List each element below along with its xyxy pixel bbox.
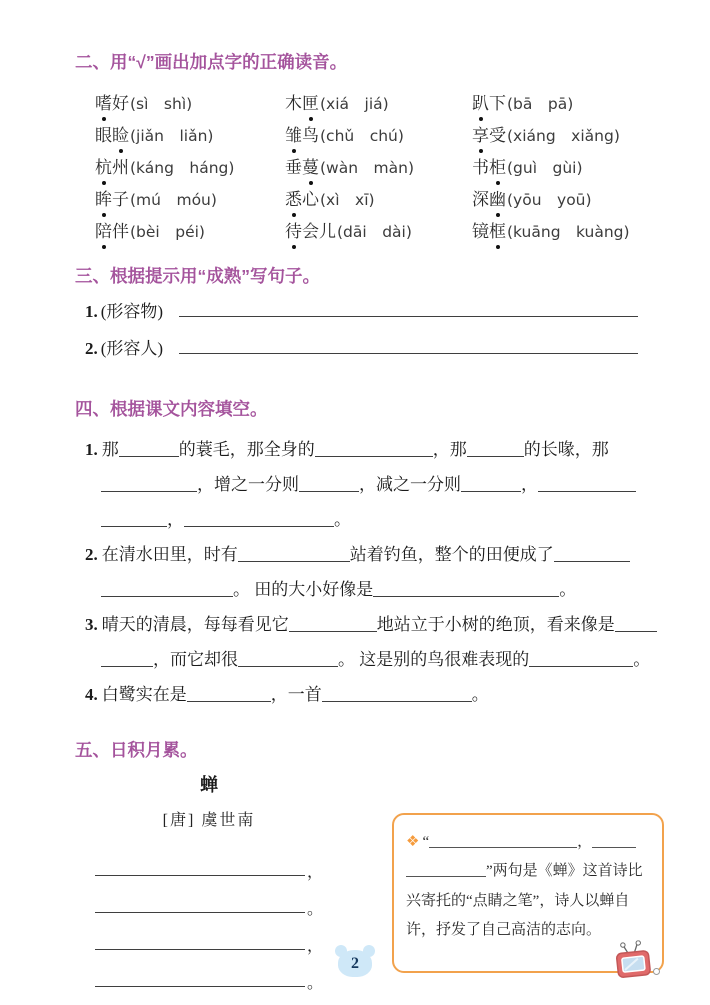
pinyin-item xyxy=(95,153,285,177)
dotted-word xyxy=(95,190,129,209)
pinyin-options: (guì gùi) xyxy=(507,159,583,177)
sentence-writing-row xyxy=(85,297,638,334)
word-char: 蔓 xyxy=(302,153,319,178)
blank-line xyxy=(95,859,305,876)
text-run: ，减之一分则 xyxy=(359,475,461,494)
page-number: 2 xyxy=(351,954,359,972)
text-run: ”两句是《蝉》这首诗比兴寄托的“点睛之笔”，诗人以蝉自许，抒发了自己高洁的志向。 xyxy=(406,863,643,938)
item-number: 1. xyxy=(85,440,98,459)
blank-line xyxy=(101,474,197,492)
dotted-word xyxy=(285,94,319,113)
pinyin-item xyxy=(472,121,670,145)
blank-line xyxy=(315,439,433,457)
section-three-heading: 三、根据提示用“成熟”写句子。 xyxy=(75,266,320,286)
punctuation: 。 xyxy=(306,901,323,918)
text-run: ，而它却很 xyxy=(153,650,238,669)
word-char: 眸 xyxy=(95,185,112,210)
blank-line xyxy=(101,579,233,597)
text-run: ， xyxy=(167,510,184,529)
pinyin-options: (sì shì) xyxy=(130,95,193,113)
word-char: 杭 xyxy=(95,153,112,178)
word-char: 深 xyxy=(472,190,489,209)
pinyin-item xyxy=(285,89,472,113)
pinyin-options: (káng háng) xyxy=(130,159,235,177)
pinyin-options: (jiǎn liǎn) xyxy=(130,127,214,145)
word-char: 匣 xyxy=(302,89,319,114)
item-number: 4. xyxy=(85,685,98,704)
tv-icon xyxy=(612,939,656,981)
text-run: 晴天的清晨，每每看见它 xyxy=(101,615,289,634)
diamond-ornament-icon: ❖ xyxy=(406,832,420,850)
dotted-word xyxy=(472,190,506,209)
pinyin-options: (wàn màn) xyxy=(320,159,415,177)
pinyin-item xyxy=(95,121,285,145)
dotted-word xyxy=(472,94,506,113)
punctuation: ， xyxy=(306,938,323,955)
blank-line xyxy=(95,933,305,950)
text-run: 在清水田里，时有 xyxy=(101,545,238,564)
word-char: 幽 xyxy=(489,185,506,210)
pinyin-item xyxy=(95,89,285,113)
word-char: 好 xyxy=(112,94,129,113)
pinyin-options: (dāi dài) xyxy=(337,223,412,241)
section-four-heading: 四、根据课文内容填空。 xyxy=(75,399,268,419)
section-five-heading: 五、日积月累。 xyxy=(75,740,198,760)
dotted-word xyxy=(472,126,506,145)
text-run: 地站立于小树的绝顶，看来像是 xyxy=(376,615,615,634)
blank-line xyxy=(592,832,636,848)
text-run: 那 xyxy=(101,440,119,459)
fill-in-line xyxy=(85,677,642,712)
word-char: 眼 xyxy=(95,126,112,145)
dotted-word xyxy=(285,190,319,209)
word-char: 雏 xyxy=(285,121,302,146)
dotted-word xyxy=(285,126,319,145)
fill-in-line xyxy=(85,432,642,467)
blank-line xyxy=(554,544,630,562)
punctuation: ， xyxy=(306,864,323,881)
blank-line xyxy=(467,439,524,457)
word-char: 鸟 xyxy=(302,126,319,145)
pinyin-item xyxy=(285,153,472,177)
word-char: 受 xyxy=(489,126,506,145)
blank-line xyxy=(119,439,179,457)
blank-line xyxy=(289,614,377,632)
hint-box xyxy=(392,813,664,973)
blank-line xyxy=(101,509,167,527)
pinyin-grid xyxy=(95,89,670,241)
word-char: 书 xyxy=(472,158,489,177)
text-run: 。 xyxy=(471,685,489,704)
word-char: 陪 xyxy=(95,217,112,242)
blank-line xyxy=(373,579,559,597)
poem xyxy=(95,767,323,992)
dotted-word xyxy=(95,94,129,113)
pinyin-item xyxy=(472,217,670,241)
text-run: ，增之一分则 xyxy=(197,475,299,494)
fill-in-line xyxy=(85,537,642,572)
hint-text xyxy=(406,834,643,938)
word-char: 木 xyxy=(285,94,302,113)
dotted-word xyxy=(95,158,129,177)
text-run: ，一首 xyxy=(270,685,322,704)
poem-title: 蝉 xyxy=(200,775,218,795)
poem-blank-line xyxy=(95,918,323,955)
blank-line xyxy=(529,649,633,667)
fill-in-line xyxy=(85,642,651,677)
item-label: (形容人) xyxy=(100,339,164,358)
word-char: 伴 xyxy=(112,222,129,241)
pinyin-item xyxy=(285,185,472,209)
dotted-word xyxy=(285,222,336,241)
word-char: 享 xyxy=(472,121,489,146)
word-char: 儿 xyxy=(319,222,336,241)
poem-blank-line xyxy=(95,955,323,992)
pinyin-item xyxy=(95,217,285,241)
blank-line xyxy=(95,896,305,913)
text-run: 的蓑毛，那全身的 xyxy=(178,440,315,459)
dotted-word xyxy=(472,222,506,241)
section-four-items xyxy=(85,432,651,712)
word-char: 悉 xyxy=(285,185,302,210)
fill-in-line xyxy=(85,502,642,537)
poem-lines xyxy=(95,844,323,992)
pinyin-item xyxy=(285,121,472,145)
dotted-word xyxy=(95,222,129,241)
text-run: ，那 xyxy=(432,440,467,459)
pinyin-item xyxy=(472,185,670,209)
word-char: 心 xyxy=(302,190,319,209)
blank-line xyxy=(406,861,486,877)
text-run: “ xyxy=(422,834,430,850)
blank-line xyxy=(95,970,305,987)
item-number: 2. xyxy=(85,339,98,358)
section-three-items xyxy=(85,297,638,371)
poem-author: [唐] 虞世南 xyxy=(162,812,256,829)
pinyin-options: (kuāng kuàng) xyxy=(507,223,630,241)
item-number: 2. xyxy=(85,545,98,564)
pinyin-options: (bā pā) xyxy=(507,95,574,113)
pinyin-item xyxy=(95,185,285,209)
blank-line xyxy=(179,298,638,317)
text-run: 。 田的大小好像是 xyxy=(233,580,374,599)
word-char: 会 xyxy=(302,222,319,241)
text-run: 的长喙，那 xyxy=(523,440,609,459)
section-three xyxy=(0,266,710,371)
item-label: (形容物) xyxy=(100,302,164,321)
word-char: 趴 xyxy=(472,89,489,114)
blank-line xyxy=(238,544,350,562)
text-run: ， xyxy=(577,834,593,850)
item-number: 3. xyxy=(85,615,98,634)
pinyin-options: (chǔ chú) xyxy=(320,127,404,145)
sentence-writing-row xyxy=(85,334,638,371)
word-char: 州 xyxy=(112,158,129,177)
section-two xyxy=(0,52,710,241)
pinyin-options: (xiáng xiǎng) xyxy=(507,127,620,145)
fill-in-line xyxy=(85,607,642,642)
word-char: 垂 xyxy=(285,158,302,177)
word-char: 子 xyxy=(112,190,129,209)
pinyin-item xyxy=(472,89,670,113)
blank-line xyxy=(184,509,334,527)
word-char: 睑 xyxy=(112,121,129,146)
pinyin-options: (mú móu) xyxy=(130,191,217,209)
dotted-word xyxy=(95,126,129,145)
text-run: ， xyxy=(521,475,538,494)
pinyin-options: (xì xī) xyxy=(320,191,375,209)
punctuation: 。 xyxy=(306,975,323,992)
blank-line xyxy=(461,474,521,492)
blank-line xyxy=(322,684,472,702)
text-run: 站着钓鱼，整个的田便成了 xyxy=(349,545,554,564)
bear-page-badge xyxy=(338,950,372,977)
pinyin-item xyxy=(472,153,670,177)
tv-dot-ornament xyxy=(653,968,660,975)
dotted-word xyxy=(472,158,506,177)
word-char: 镜 xyxy=(472,222,489,241)
fill-in-line xyxy=(85,467,642,502)
fill-in-line xyxy=(85,572,642,607)
blank-line xyxy=(615,614,657,632)
text-run: 。 xyxy=(633,650,651,669)
blank-line xyxy=(179,335,638,354)
word-char: 嗜 xyxy=(95,89,112,114)
pinyin-options: (yōu yoū) xyxy=(507,191,592,209)
pinyin-item xyxy=(285,217,472,241)
text-run: 。 xyxy=(559,580,577,599)
section-two-heading: 二、用“√”画出加点字的正确读音。 xyxy=(75,52,348,72)
section-four xyxy=(0,399,710,712)
dotted-word xyxy=(285,158,319,177)
blank-line xyxy=(429,832,577,848)
blank-line xyxy=(101,649,153,667)
text-run: 。 这是别的鸟很难表现的 xyxy=(338,650,530,669)
item-number: 1. xyxy=(85,302,98,321)
word-char: 柜 xyxy=(489,153,506,178)
blank-line xyxy=(299,474,359,492)
poem-blank-line xyxy=(95,881,323,918)
blank-line xyxy=(538,474,636,492)
word-char: 框 xyxy=(489,217,506,242)
poem-blank-line xyxy=(95,844,323,881)
text-run: 。 xyxy=(334,510,351,529)
blank-line xyxy=(187,684,271,702)
pinyin-options: (bèi péi) xyxy=(130,223,205,241)
word-char: 下 xyxy=(489,94,506,113)
word-char: 待 xyxy=(285,217,302,242)
pinyin-options: (xiá jiá) xyxy=(320,95,389,113)
blank-line xyxy=(238,649,338,667)
text-run: 白鹭实在是 xyxy=(101,685,187,704)
